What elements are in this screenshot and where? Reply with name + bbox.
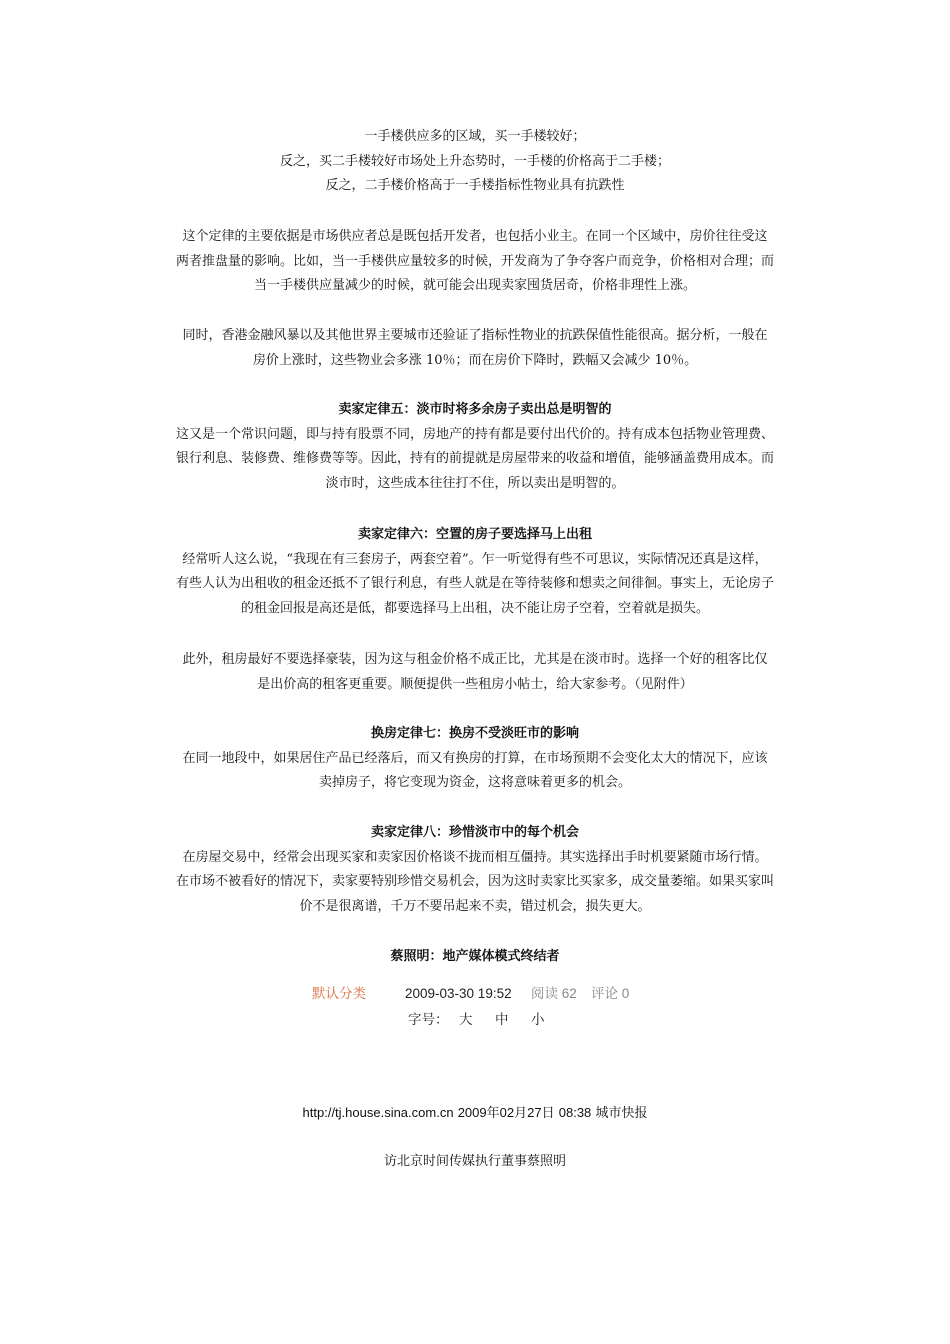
next-article[interactable] [140,945,810,970]
post-datetime: 2009-03-30 19:52 [405,986,512,1001]
law5-section [140,398,810,496]
source-line [0,1101,950,1126]
intro-paragraph [140,125,810,199]
category-link[interactable]: 默认分类 [312,986,366,1001]
font-size-controls [0,1008,950,1032]
section-heading: 卖家定律五：淡市时将多余房子卖出总是明智的 [338,402,612,417]
text-line: 有些人认为出租收的租金还抵不了银行利息，有些人就是在等待装修和想卖之间徘徊。事实上，无论房子 [175,576,774,591]
source-outlet: 城市快报 [595,1106,648,1121]
source-year-unit: 年 [486,1106,500,1121]
law7-section [140,722,810,796]
text-line: 在市场不被看好的情况下，卖家要特别珍惜交易机会，因为这时卖家比买家多，成交量萎缩。如果买家叫 [175,874,774,889]
post-meta [0,982,950,1006]
text-line: 一手楼供应多的区域，买一手楼较好； [364,129,586,144]
law8-section [140,821,810,919]
source-url[interactable]: http://tj.house.sina.com.cn [302,1105,454,1120]
section-heading: 卖家定律八：珍惜淡市中的每个机会 [370,825,579,840]
next-article-title[interactable]: 蔡照明：地产媒体模式终结者 [390,949,560,964]
text-line: 房价上涨时，这些物业会多涨 10％；而在房价下降时，跌幅又会减少 10％。 [252,352,698,368]
text-line: 经常听人这么说，“我现在有三套房子，两套空着”。乍一听觉得有些不可思议，实际情况还真是这样， [182,551,768,567]
hk-paragraph [140,324,810,373]
basis-paragraph [140,225,810,299]
source-year: 2009 [457,1105,487,1120]
text-line: 这个定律的主要依据是市场供应者总是既包括开发者，也包括小业主。在同一个区域中，房价往往受这 [182,229,768,244]
source-day: 27 [527,1105,542,1120]
text-line: 在同一地段中，如果居住产品已经落后，而又有换房的打算，在市场预期不会变化太大的情况下，应该 [182,750,768,766]
source-month-unit: 月 [514,1106,528,1121]
text-line: 同时，香港金融风暴以及其他世界主要城市还验证了指标性物业的抗跌保值性能很高。据分析，一般在 [182,328,768,343]
comment-count[interactable]: 评论 0 [591,986,630,1001]
text-line: 当一手楼供应量减少的时候，就可能会出现卖家囤货居奇，价格非理性上涨。 [253,278,696,293]
section-heading: 卖家定律六：空置的房子要选择马上出租 [357,527,592,542]
read-count[interactable]: 阅读 62 [531,986,577,1001]
rent-paragraph [140,648,810,697]
text-line: 卖掉房子，将它变现为资金，这将意味着更多的机会。 [318,775,631,790]
font-size-large[interactable]: 大 [459,1012,473,1027]
text-line: 此外，租房最好不要选择豪装，因为这与租金价格不成正比，尤其是在淡市时。选择一个好的租客比仅 [182,652,768,667]
text-line: 两者推盘量的影响。比如，当一手楼供应量较多的时候，开发商为了争夺客户而竞争，价格相对合理；而 [175,253,774,269]
text-line: 银行利息、装修费、维修费等等。因此，持有的前提就是房屋带来的收益和增值，能够涵盖费用成本。而 [175,451,774,466]
interview-title: 访北京时间传媒执行董事蔡照明 [383,1154,566,1169]
text-line: 的租金回报是高还是低，都要选择马上出租，决不能让房子空着，空着就是损失。 [240,600,709,616]
text-line: 是出价高的租客更重要。顺便提供一些租房小帖士，给大家参考。（见附件） [257,676,693,692]
text-line: 淡市时，这些成本往往打不住，所以卖出是明智的。 [325,475,625,491]
source-month: 02 [499,1105,515,1120]
source-time: 08:38 [558,1105,592,1120]
font-size-small[interactable]: 小 [531,1012,545,1027]
text-line: 价不是很离谱，千万不要吊起来不卖，错过机会，损失更大。 [299,898,651,914]
section-heading: 换房定律七：换房不受淡旺市的影响 [370,726,579,741]
text-line: 反之，二手楼价格高于一手楼指标性物业具有抗跌性 [325,178,625,193]
text-line: 在房屋交易中，经常会出现买家和卖家因价格谈不拢而相互僵持。其实选择出手时机要紧随市场行情。 [182,849,768,865]
font-size-label: 字号： [408,1012,449,1027]
law6-section [140,523,810,621]
source-day-unit: 日 [541,1106,555,1121]
text-line: 这又是一个常识问题，即与持有股票不同，房地产的持有都是要付出代价的。持有成本包括物业管理费、 [175,426,774,442]
font-size-medium[interactable]: 中 [495,1012,509,1027]
text-line: 反之，买二手楼较好市场处上升态势时，一手楼的价格高于二手楼； [279,153,670,169]
